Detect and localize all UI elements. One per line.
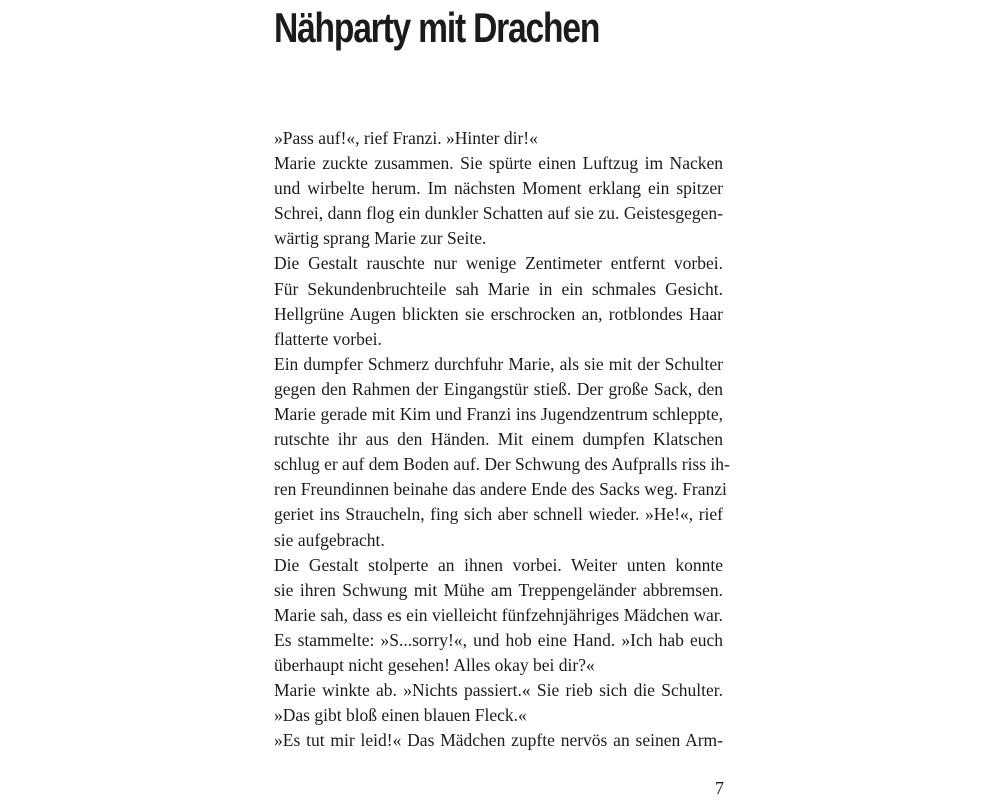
text-line: und wirbelte herum. Im nächsten Moment erklang ein spitzer: [274, 178, 723, 199]
text-line: Marie zuckte zusammen. Sie spürte einen Luftzug im Nacken: [274, 153, 723, 174]
page-number: 7: [715, 778, 724, 798]
text-line: Marie sah, dass es ein vielleicht fünfzehnjähriges Mädchen war.: [274, 604, 723, 625]
text-line: überhaupt nicht gesehen! Alles okay bei dir?«: [274, 654, 595, 675]
text-line: rutschte ihr aus den Händen. Mit einem dumpfen Klatschen: [274, 429, 723, 450]
text-line: geriet ins Straucheln, fing sich aber schnell wieder. »He!«, rief: [274, 504, 723, 525]
text-line: Marie gerade mit Kim und Franzi ins Jugendzentrum schleppte,: [274, 404, 723, 425]
text-line: Ein dumpfer Schmerz durchfuhr Marie, als sie mit der Schulter: [274, 353, 723, 374]
text-line: sie aufgebracht.: [274, 529, 385, 550]
text-line: Die Gestalt rauschte nur wenige Zentimeter entfernt vorbei.: [274, 253, 723, 274]
text-line: Schrei, dann flog ein dunkler Schatten auf sie zu. Geistesgegen-: [274, 203, 723, 224]
body-text: [274, 126, 730, 753]
chapter-title: Nähparty mit Drachen: [274, 4, 600, 51]
text-line: »Pass auf!«, rief Franzi. »Hinter dir!«: [274, 128, 538, 148]
text-line: Die Gestalt stolperte an ihnen vorbei. Weiter unten konnte: [274, 554, 723, 575]
text-line: wärtig sprang Marie zur Seite.: [274, 228, 487, 249]
text-line: Es stammelte: »S...sorry!«, und hob eine Hand. »Ich hab euch: [274, 629, 723, 650]
text-line: gegen den Rahmen der Eingangstür stieß. Der große Sack, den: [274, 378, 723, 399]
text-line: flatterte vorbei.: [274, 328, 382, 349]
text-line: schlug er auf dem Boden auf. Der Schwung des Aufpralls riss ih-: [274, 454, 730, 475]
text-line: ren Freundinnen beinahe das andere Ende des Sacks weg. Franzi: [274, 479, 727, 500]
text-line: »Es tut mir leid!« Das Mädchen zupfte nervös an seinen Arm-: [274, 730, 723, 751]
text-line: Für Sekundenbruchteile sah Marie in ein schmales Gesicht.: [274, 278, 723, 299]
text-line: Hellgrüne Augen blickten sie erschrocken an, rotblondes Haar: [274, 303, 723, 324]
text-line: »Das gibt bloß einen blauen Fleck.«: [274, 705, 527, 726]
text-line: sie ihren Schwung mit Mühe am Treppengeländer abbremsen.: [274, 579, 723, 600]
text-line: Marie winkte ab. »Nichts passiert.« Sie rieb sich die Schulter.: [274, 680, 723, 701]
